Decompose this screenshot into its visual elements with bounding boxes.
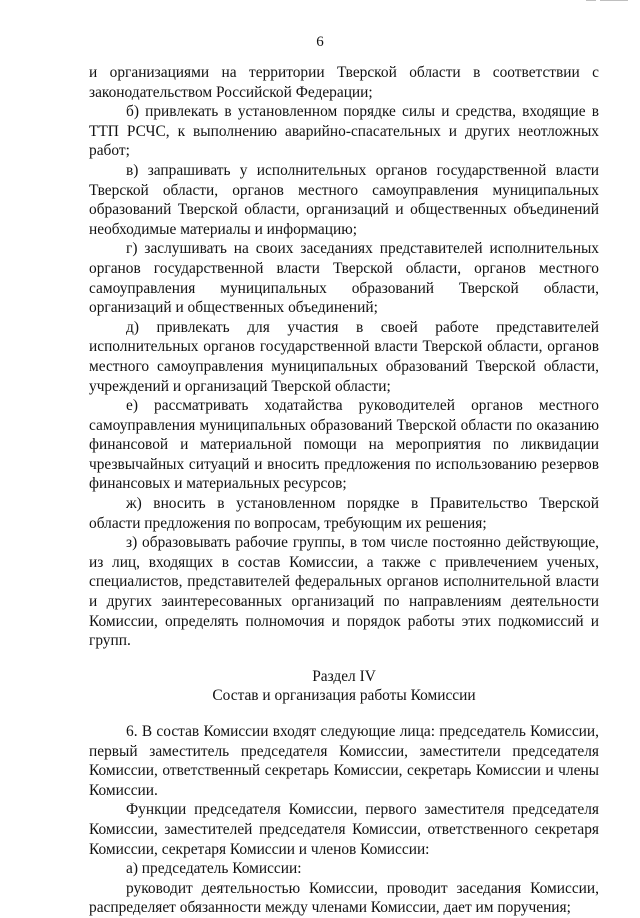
paragraph: д) привлекать для участия в своей работе представителей исполнительных органов государственной власти Тверской области, органов местного самоуправления муниципальных образований Тверской области, учреждений и организаций Тверской области; bbox=[89, 318, 599, 395]
paragraph: б) привлекать в установленном порядке силы и средства, входящие в ТТП РСЧС, к выполнению аварийно-спасательных и других неотложных работ; bbox=[89, 103, 599, 160]
page-number: 6 bbox=[316, 34, 324, 50]
paragraph: ж) вносить в установленном порядке в Правительство Тверской области предложения по вопросам, требующим их решения; bbox=[89, 495, 599, 532]
paragraph: з) образовывать рабочие группы, в том числе постоянно действующие, из лиц, входящих в состав Комиссии, а также с привлечением ученых, специалистов, представителей федеральных органов исполнительной власти и других заинтересованных организаций по направлениям деятельности Комиссии, определять полномочия и порядок работы этих подкомиссий и групп. bbox=[89, 534, 599, 650]
paragraph: г) заслушивать на своих заседаниях представителей исполнительных органов государственной власти Тверской области, органов местного самоуправления муниципальных образований Тверской области, организаций и общественных объединений; bbox=[89, 240, 599, 317]
section-spacer bbox=[89, 706, 599, 722]
paragraph-list-top bbox=[89, 63, 599, 651]
scan-artifact bbox=[586, 0, 596, 5]
paragraph: в) запрашивать у исполнительных органов государственной власти Тверской области, органов местного самоуправления муниципальных образований Тверской области, организаций и общественных объединений необходимые материалы и информацию; bbox=[89, 161, 599, 238]
section-title: Состав и организация работы Комиссии bbox=[212, 687, 476, 705]
section-number: Раздел IV bbox=[312, 667, 376, 685]
document-body bbox=[89, 63, 599, 918]
paragraph: а) председатель Комиссии: bbox=[126, 860, 302, 878]
scan-artifact bbox=[600, 0, 628, 5]
paragraph: и организациями на территории Тверской области в соответствии с законодательством Российской Федерации; bbox=[89, 64, 599, 101]
paragraph-list-bottom bbox=[89, 722, 599, 918]
paragraph: Функции председателя Комиссии, первого заместителя председателя Комиссии, заместителей председателя Комиссии, ответственного секретаря Комиссии, секретаря Комиссии и членов Комиссии: bbox=[89, 801, 599, 858]
paragraph: е) рассматривать ходатайства руководителей органов местного самоуправления муниципальных образований Тверской области по оказанию финансовой и материальной помощи на мероприятия по ликвидации чрезвычайных ситуаций и вносить предложения по использованию резервов финансовых и материальных ресурсов; bbox=[89, 397, 599, 493]
paragraph: руководит деятельностью Комиссии, проводит заседания Комиссии, распределяет обязанности между членами Комиссии, дает им поручения; bbox=[89, 879, 599, 917]
paragraph: 6. В состав Комиссии входят следующие лица: председатель Комиссии, первый заместитель председателя Комиссии, заместители председателя Комиссии, ответственный секретарь Комиссии, секретарь Комиссии и члены Комиссии. bbox=[89, 723, 599, 799]
